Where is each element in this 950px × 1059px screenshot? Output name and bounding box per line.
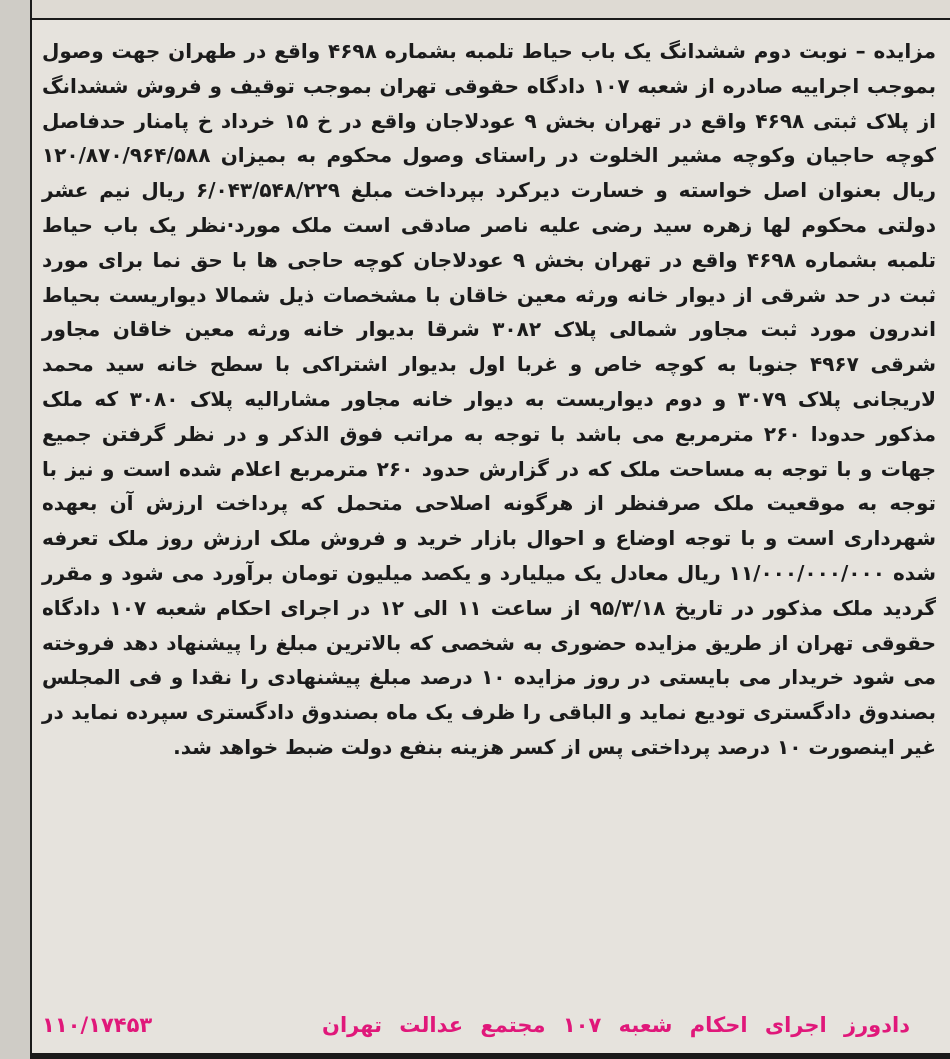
auction-notice-body: مزایده – نوبت دوم ششدانگ یک باب حیاط تلمبه بشماره ۴۶۹۸ واقع در طهران جهت وصول بموجب اجراییه صادره از شعبه ۱۰۷ دادگاه حقوقی تهران بموجب توقیف و فروش ششدانگ از پلاک ثبتی ۴۶۹۸ واقع در تهران بخش ۹ عودلاجان واقع در خ ۱۵ خرداد خ پامنار حدفاصل کوچه حاجیان وکوچه مشیر الخلوت در راستای وصول محکوم به بمیزان ۱۲۰/۸۷۰/۹۶۴/۵۸۸ ریال بعنوان اصل خواسته و خسارت دیرکرد بپرداخت مبلغ ۶/۰۴۳/۵۴۸/۲۲۹ ریال نیم عشر دولتی محکوم لها زهره سید رضی علیه ناصر صادقی است ملک مورد·نظر یک باب حیاط تلمبه بشماره ۴۶۹۸ واقع در تهران بخش ۹ عودلاجان کوچه حاجی ها با حق نما برای مورد ثبت در حد شرقی از دیوار خانه ورثه معین خاقان با مشخصات ذیل شمالا دیواریست بحیاط اندرون مورد ثبت مجاور شمالی پلاک ۳۰۸۲ شرقا بدیوار خانه ورثه معین خاقان مجاور شرقی ۴۹۶۷ جنوبا به کوچه خاص و غربا اول بدیوار اشتراکی با سطح خانه سید محمد لاریجانی پلاک ۳۰۷۹ و دوم دیواریست به دیوار خانه مجاور مشارالیه پلاک ۳۰۸۰ که ملک مذکور حدودا ۲۶۰ مترمربع می باشد با توجه به مراتب فوق الذکر و در نظر گرفتن جمیع جهات و با توجه به مساحت ملک که در گزارش حدود ۲۶۰ مترمربع اعلام شده است و نیز با توجه به موقعیت ملک صرفنظر از هرگونه اصلاحی متحمل که پرداخت ارزش آن بعهده شهرداری است و با توجه اوضاع و احوال بازار خرید و فروش ملک ارزش روز ملک تعرفه شده ۱۱/۰۰۰/۰۰۰/۰۰۰ ریال معادل یک میلیارد و یکصد میلیون تومان برآورد می شود و مقرر گردید ملک مذکور در تاریخ ۹۵/۳/۱۸ از ساعت ۱۱ الی ۱۲ در اجرای احکام شعبه ۱۰۷ دادگاه حقوقی تهران از طریق مزایده حضوری به شخصی که بالاترین مبلغ را پیشنهاد دهد فروخته می شود خریدار می بایستی در روز مزایده ۱۰ درصد مبلغ پیشنهادی را نقدا و فی المجلس بصندوق دادگستری تودیع نماید و الباقی را ظرف یک ماه بصندوق دادگستری سپرده نماید در غیر اینصورت ۱۰ درصد پرداختی پس از کسر هزینه بنفع دولت ضبط خواهد شد. xyxy=(42,39,937,759)
reference-number: ۱۱۰/۱۷۴۵۳ xyxy=(42,1013,153,1037)
top-border-rule xyxy=(30,0,950,20)
notice-footer xyxy=(42,1008,910,1042)
bottom-border-rule xyxy=(30,1053,950,1059)
bailiff-signature: دادورز اجرای احکام شعبه ۱۰۷ مجتمع عدالت تهران xyxy=(322,1013,910,1037)
left-border-rule xyxy=(30,0,32,1059)
adjacent-column-edge xyxy=(0,0,30,1059)
